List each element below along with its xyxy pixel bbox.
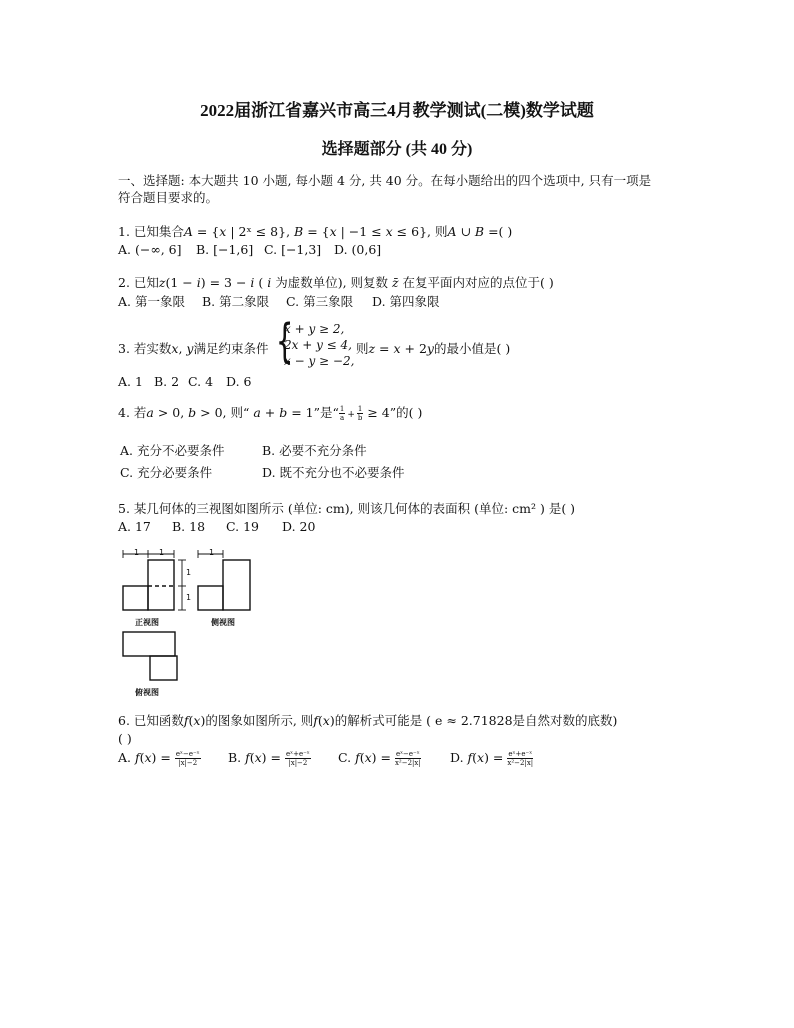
- q5-stem: 5. 某几何体的三视图如图所示 (单位: cm), 则该几何体的表面积 (单位: cm² ) 是( ): [118, 501, 576, 516]
- q3-prefix: 3. 若实数𝑥, 𝑦满足约束条件: [118, 341, 269, 356]
- top-view-bottom-square: [150, 656, 177, 680]
- q5-option-a: A. 17: [118, 519, 151, 534]
- top-view-top-rect: [123, 632, 175, 656]
- side-view-right-rect: [223, 560, 250, 610]
- dim-label-3: 1: [209, 548, 215, 557]
- q4-options-row-2: [120, 465, 405, 481]
- q4-stem: 4. 若𝑎 > 0, 𝑏 > 0, 则“ 𝑎 + 𝑏 = 1”是“ $\frac{1}{a}$ + $\frac{1}{b}$ ≥ 4”的( ): [118, 405, 423, 422]
- q1-options: [118, 242, 381, 258]
- page-title: 2022届浙江省嘉兴市高三4月教学测试(二模)数学试题: [200, 101, 594, 120]
- q6-stem: 6. 已知函数𝑓(𝑥)的图象如图所示, 则𝑓(𝑥)的解析式可能是 ( e ≈ 2.71828是自然对数的底数): [118, 713, 618, 728]
- q3-suffix: 则𝑧 = 𝑥 + 2𝑦的最小值是( ): [356, 341, 511, 356]
- q2-stem: 2. 已知𝑧(1 − 𝑖) = 3 − 𝑖 ( 𝑖 为虚数单位), 则复数 𝑧̄ 在复平面内对应的点位于( ): [118, 275, 554, 290]
- q4-option-d: D. 既不充分也不必要条件: [262, 465, 405, 480]
- front-view-left-square: [123, 586, 148, 610]
- q4-fraction-2: $\frac{1}{b}$: [357, 405, 363, 422]
- q5-options: [118, 519, 315, 535]
- q6-option-a: A. 𝑓(𝑥) = $\frac{\text{eˣ−e⁻ˣ}}{|x|-2}$: [118, 750, 200, 767]
- q1-option-d: D. (0,6]: [334, 242, 382, 257]
- q4-fraction-1: $\frac{1}{a}$: [339, 405, 345, 422]
- q4-options-row-1: [120, 443, 367, 459]
- q3-constraint-2: 2x + y ≤ 4,: [284, 338, 352, 352]
- dim-label-1: 1: [134, 548, 140, 557]
- q1-stem: 1. 已知集合𝐴 = {𝑥 | 2ˣ ≤ 8}, 𝐵 = {𝑥 | −1 ≤ 𝑥 ≤ 6}, 则𝐴 ∪ 𝐵 =( ): [118, 224, 513, 239]
- q4-stem-a: 4. 若𝑎 > 0, 𝑏 > 0, 则“ 𝑎 + 𝑏 = 1”是“: [118, 405, 339, 420]
- q2-option-d: D. 第四象限: [372, 294, 440, 309]
- q5-option-b: B. 18: [172, 519, 206, 534]
- section-title: 选择题部分 (共 40 分): [321, 141, 473, 158]
- q6-options: [118, 750, 533, 767]
- q3-options: [118, 374, 251, 390]
- q2-options: [118, 294, 440, 310]
- caption-side-view: 侧视图: [211, 618, 235, 627]
- q3-constraint-system: [275, 314, 356, 370]
- q3-option-a: A. 1: [118, 374, 143, 389]
- q2-option-a: A. 第一象限: [118, 294, 185, 309]
- q5-option-d: D. 20: [282, 519, 316, 534]
- side-view-left-square: [198, 586, 223, 610]
- caption-front-view: 正视图: [135, 618, 159, 627]
- q3-constraint-3: x − y ≥ −2,: [284, 354, 355, 368]
- q3-constraint-1: x + y ≥ 2,: [284, 322, 345, 336]
- instructions-line-1: 一、选择题: 本大题共 10 小题, 每小题 4 分, 共 40 分。在每小题给出的四个选项中, 只有一项是: [118, 173, 652, 188]
- q2-option-b: B. 第二象限: [202, 294, 270, 309]
- q1-option-c: C. [−1,3]: [264, 242, 322, 257]
- instructions-line-2: 符合题目要求的。: [118, 190, 219, 205]
- q4-option-a: A. 充分不必要条件: [120, 443, 225, 458]
- dim-label-5: 1: [186, 593, 192, 602]
- q6-option-d: D. 𝑓(𝑥) = $\frac{\text{eˣ+e⁻ˣ}}{\text{x²−2|x|}}$: [450, 750, 534, 767]
- dim-label-2: 1: [159, 548, 165, 557]
- q4-stem-b: ≥ 4”的( ): [367, 405, 423, 420]
- q3-option-d: D. 6: [226, 374, 252, 389]
- q2-option-c: C. 第三象限: [286, 294, 354, 309]
- q6-paren: ( ): [118, 731, 132, 746]
- brace-icon: {: [275, 314, 294, 368]
- q4-option-c: C. 充分必要条件: [120, 465, 213, 480]
- q4-option-b: B. 必要不充分条件: [262, 443, 367, 458]
- q1-option-a: A. (−∞, 6]: [118, 242, 182, 257]
- front-view-right-rect: [148, 560, 174, 610]
- q6-option-c: C. 𝑓(𝑥) = $\frac{\text{eˣ−e⁻ˣ}}{\text{x²−2|x|}}$: [338, 750, 421, 767]
- q6-option-b: B. 𝑓(𝑥) = $\frac{\text{eˣ+e⁻ˣ}}{|x|-2}$: [228, 750, 310, 767]
- dim-label-4: 1: [186, 568, 192, 577]
- q3-option-c: C. 4: [188, 374, 214, 389]
- caption-top-view: 俯视图: [135, 688, 159, 697]
- q5-option-c: C. 19: [226, 519, 259, 534]
- q3-option-b: B. 2: [154, 374, 180, 389]
- q1-option-b: B. [−1,6]: [196, 242, 254, 257]
